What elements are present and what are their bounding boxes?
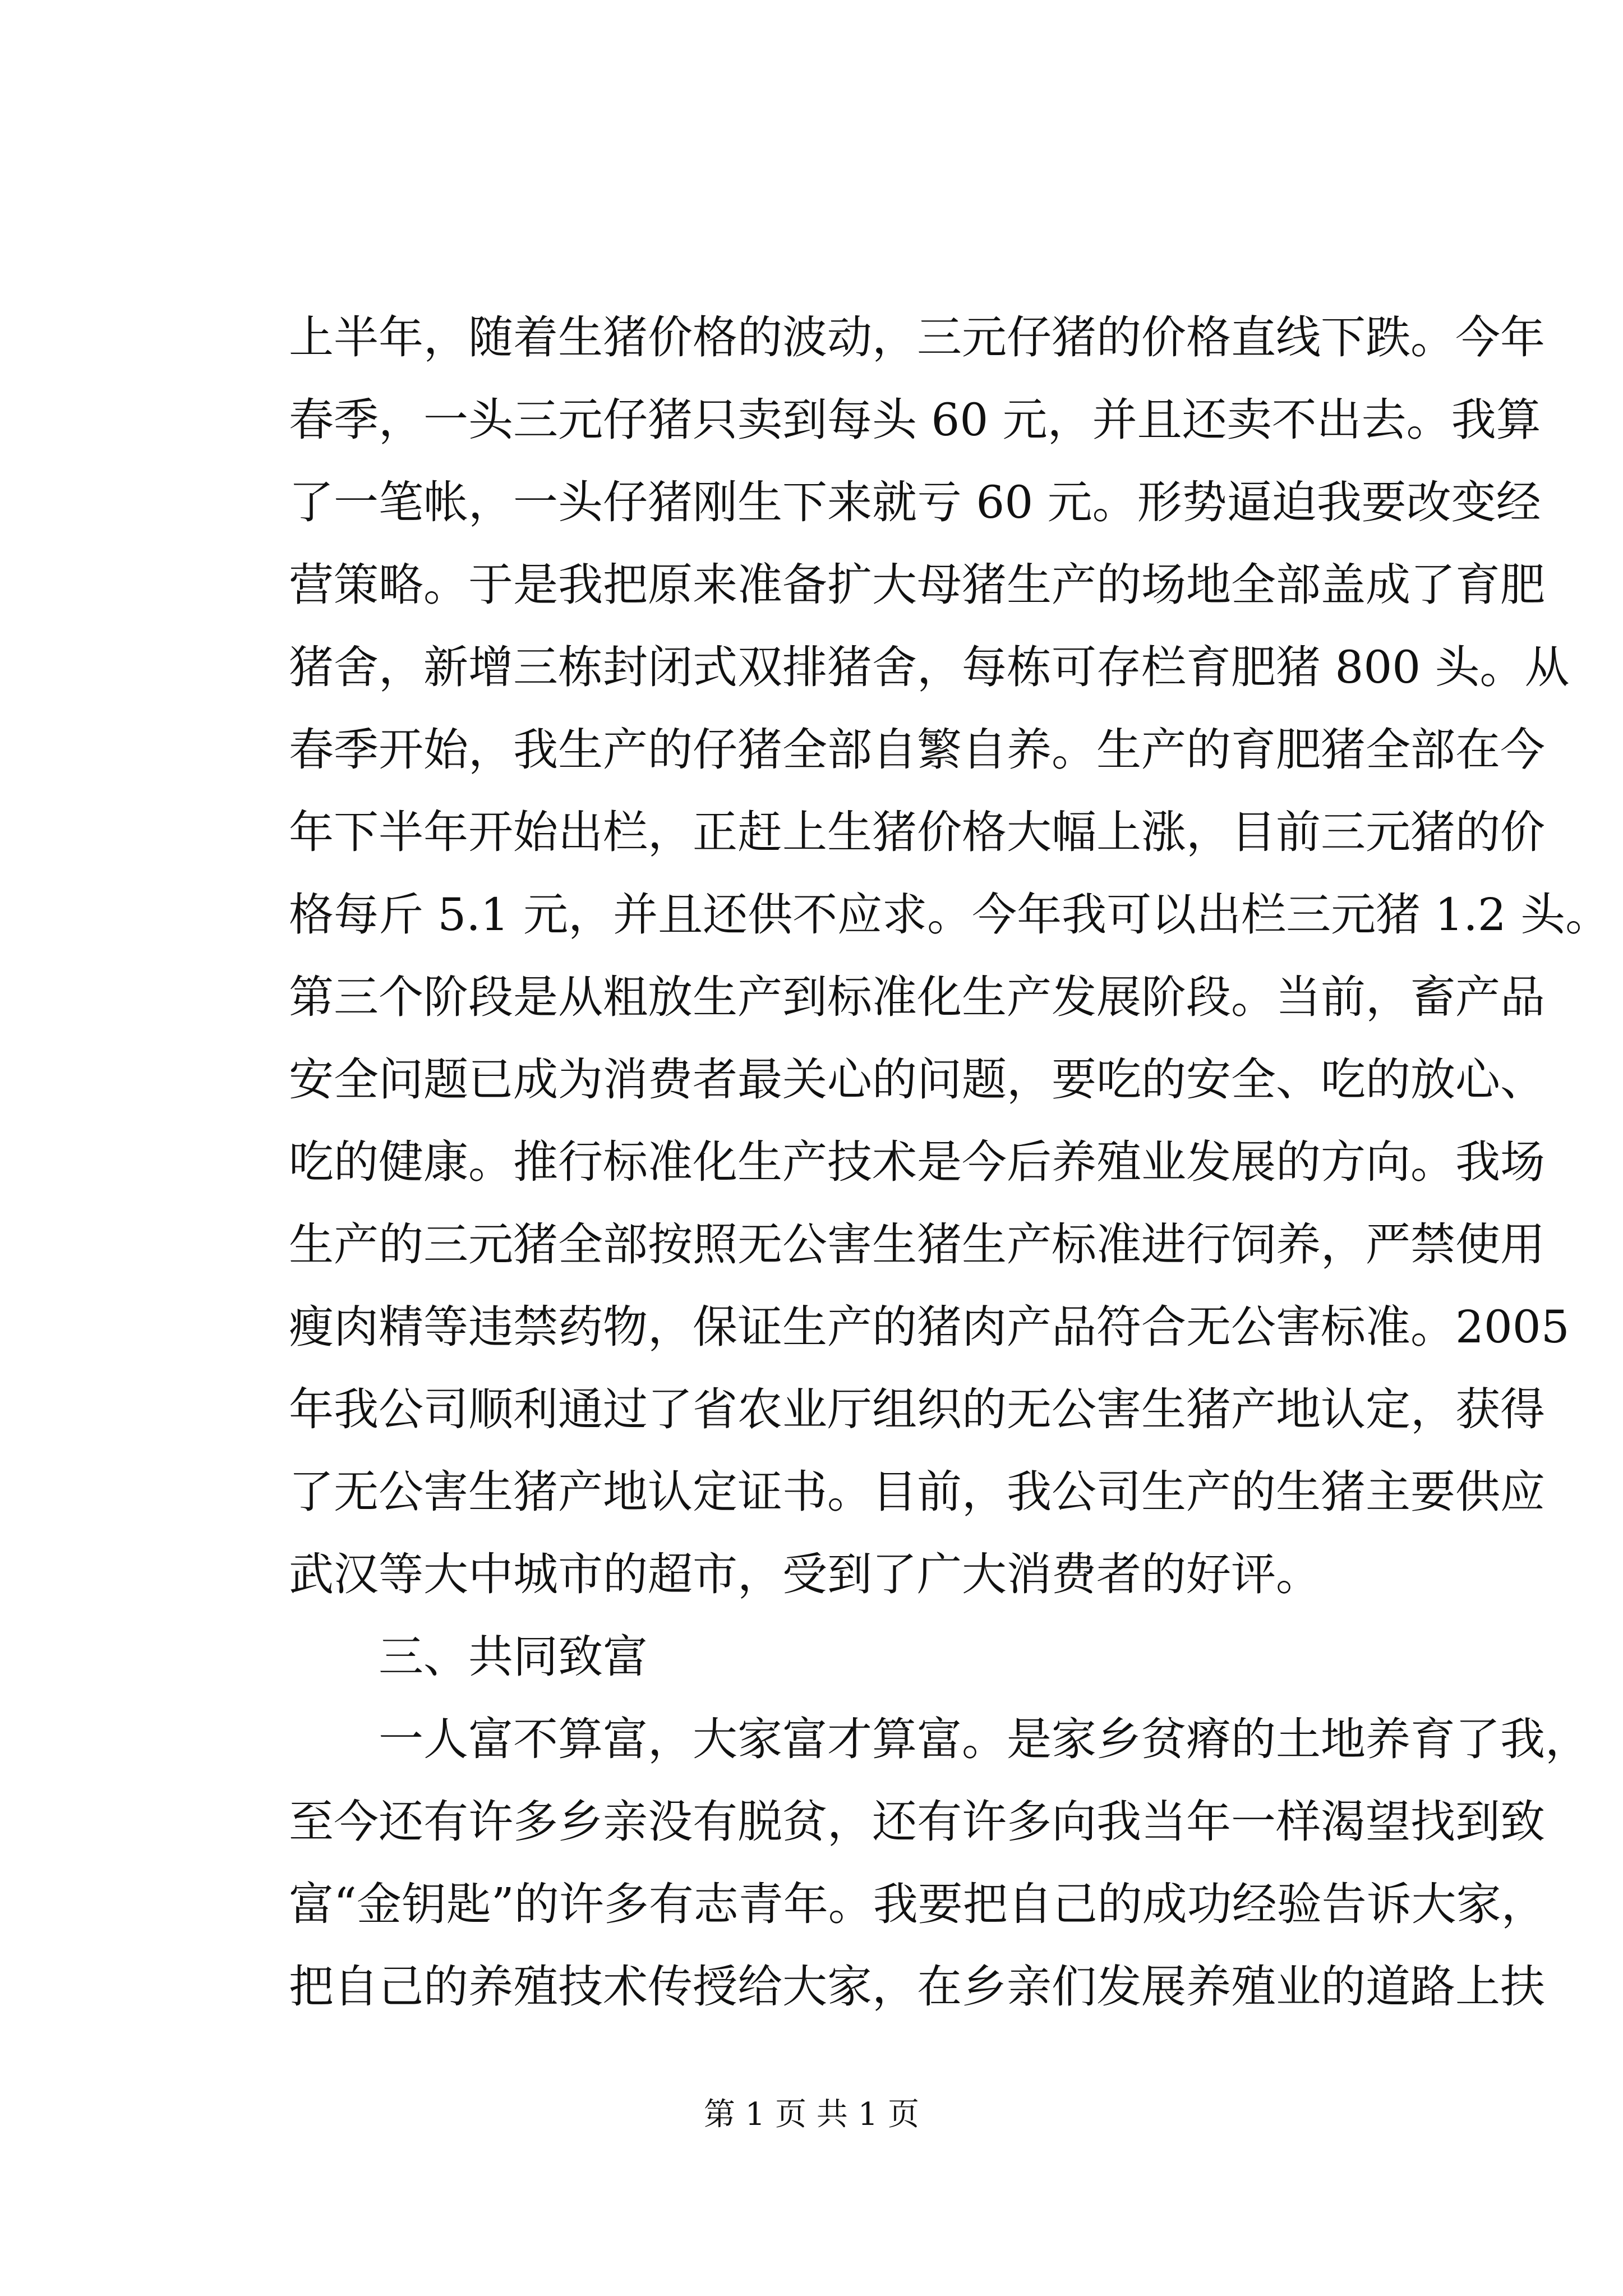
text-line: 把自己的养殖技术传授给大家，在乡亲们发展养殖业的道路上扶 — [289, 1961, 1545, 2013]
text-line: 生产的三元猪全部按照无公害生猪生产标准进行饲养，严禁使用 — [289, 1218, 1545, 1271]
text-line: 富“金钥匙”的许多有志青年。我要把自己的成功经验告诉大家， — [289, 1878, 1546, 1930]
text-line: 春季开始，我生产的仔猪全部自繁自养。生产的育肥猪全部在今 — [289, 724, 1545, 776]
text-line: 春季，一头三元仔猪只卖到每头 60 元，并且还卖不出去。我算 — [289, 394, 1541, 446]
text-line: 安全问题已成为消费者最关心的问题，要吃的安全、吃的放心、 — [289, 1053, 1545, 1106]
text-line: 上半年，随着生猪价格的波动，三元仔猪的价格直线下跌。今年 — [289, 311, 1545, 364]
page-footer: 第 1 页 共 1 页 — [703, 2096, 920, 2133]
document-body — [289, 296, 1611, 2028]
text-line: 营策略。于是我把原来准备扩大母猪生产的场地全部盖成了育肥 — [289, 559, 1545, 611]
text-line: 年下半年开始出栏，正赶上生猪价格大幅上涨，目前三元猪的价 — [289, 806, 1545, 858]
text-line: 第三个阶段是从粗放生产到标准化生产发展阶段。当前，畜产品 — [289, 971, 1545, 1023]
text-line: 吃的健康。推行标准化生产技术是今后养殖业发展的方向。我场 — [289, 1136, 1545, 1188]
text-line: 武汉等大中城市的超市，受到了广大消费者的好评。 — [289, 1548, 1321, 1600]
text-line: 了一笔帐，一头仔猪刚生下来就亏 60 元。形势逼迫我要改变经 — [289, 476, 1541, 528]
text-line: 格每斤 5.1 元，并且还供不应求。今年我可以出栏三元猪 1.2 头。 — [289, 889, 1611, 941]
text-line: 瘦肉精等违禁药物，保证生产的猪肉产品符合无公害标准。2005 — [289, 1301, 1570, 1353]
text-line: 至今还有许多乡亲没有脱贫，还有许多向我当年一样渴望找到致 — [289, 1796, 1545, 1848]
text-line: 了无公害生猪产地认定证书。目前，我公司生产的生猪主要供应 — [289, 1466, 1545, 1518]
text-line: 猪舍，新增三栋封闭式双排猪舍，每栋可存栏育肥猪 800 头。从 — [289, 641, 1570, 693]
text-line: 一人富不算富，大家富才算富。是家乡贫瘠的土地养育了我， — [379, 1713, 1590, 1765]
text-line: 年我公司顺利通过了省农业厅组织的无公害生猪产地认定，获得 — [289, 1383, 1545, 1435]
section-heading: 三、共同致富 — [379, 1631, 648, 1683]
